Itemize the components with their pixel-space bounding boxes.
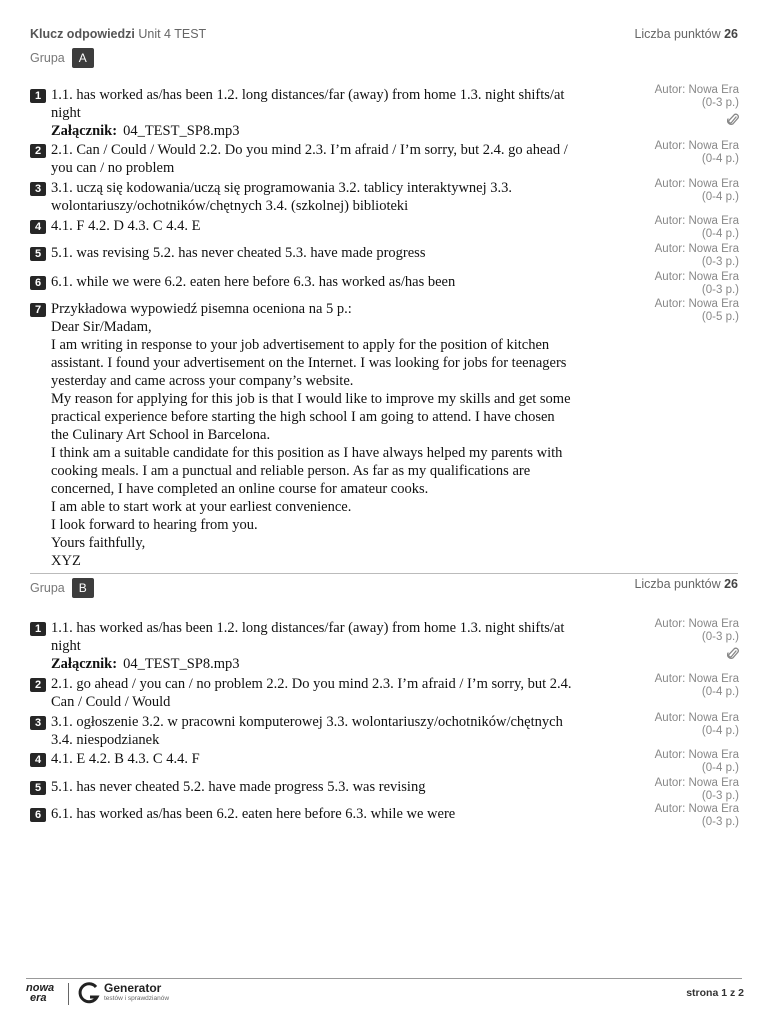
question-number-badge: 3 [30, 716, 46, 730]
author-label: Autor: Nowa Era [654, 673, 739, 685]
score-range: (0-4 p.) [701, 724, 739, 737]
page-number: strona 1 z 2 [686, 987, 744, 999]
answer-line: I look forward to hearing from you. [51, 517, 258, 533]
question-number-badge: 2 [30, 144, 46, 158]
group-separator [30, 573, 738, 574]
answer-text [51, 713, 563, 749]
paperclip-icon[interactable] [655, 646, 739, 661]
question-b-6 [30, 805, 640, 823]
answer-line: XYZ [51, 553, 81, 569]
answer-text [51, 179, 512, 215]
answer-line: 4.1. E 4.2. B 4.3. C 4.4. F [51, 751, 200, 767]
question-b-2 [30, 675, 640, 711]
document-title: Klucz odpowiedzi Unit 4 TEST [30, 27, 207, 41]
attachment-file-link[interactable]: 04_TEST_SP8.mp3 [123, 123, 240, 139]
group-b-label: Grupa B [30, 578, 94, 598]
answer-line: 1.1. has worked as/has been 1.2. long distances/far (away) from home 1.3. night shifts/at [51, 620, 565, 636]
score-range: (0-3 p.) [701, 255, 739, 268]
answer-line: 3.4. niespodzianek [51, 732, 160, 748]
author-label: Autor: Nowa Era [654, 140, 739, 152]
answer-text [51, 619, 564, 673]
question-b-4 [30, 750, 640, 768]
question-b-3 [30, 713, 640, 749]
answer-text [51, 217, 200, 235]
total-points: Liczba punktów 26 [634, 27, 738, 41]
generator-logo: Generator testów i sprawdzianów [104, 981, 170, 1002]
question-meta [655, 215, 739, 240]
author-label: Autor: Nowa Era [654, 271, 739, 283]
answer-line: 5.1. was revising 5.2. has never cheated 5.3. have made progress [51, 245, 426, 261]
answer-text [51, 244, 425, 262]
author-label: Autor: Nowa Era [654, 777, 739, 789]
answer-line: the Culinary Art School in Barcelona. [51, 427, 271, 443]
question-a-7 [30, 300, 640, 570]
question-number-badge: 4 [30, 220, 46, 234]
score-range: (0-3 p.) [701, 96, 739, 109]
generator-g-icon [78, 981, 100, 1010]
answer-line: Dear Sir/Madam, [51, 319, 152, 335]
question-number-badge: 2 [30, 678, 46, 692]
answer-line: 2.1. go ahead / you can / no problem 2.2. Do you mind 2.3. I’m afraid / I’m sorry, but 2.4. [51, 676, 572, 692]
answer-line: I am able to start work at your earliest convenience. [51, 499, 352, 515]
author-label: Autor: Nowa Era [654, 298, 739, 310]
question-meta [655, 271, 739, 296]
question-meta [655, 803, 739, 828]
answer-text [51, 86, 564, 140]
author-label: Autor: Nowa Era [654, 178, 739, 190]
answer-line: 2.1. Can / Could / Would 2.2. Do you mind 2.3. I’m afraid / I’m sorry, but 2.4. go ahead / [51, 142, 568, 158]
question-number-badge: 1 [30, 622, 46, 636]
answer-text [51, 805, 455, 823]
answer-line: My reason for applying for this job is that I would like to improve my skills and get some [51, 391, 571, 407]
group-a-label: Grupa A [30, 48, 94, 68]
answer-line: wolontariuszy/ochotników/chętnych 3.4. (szkolnej) biblioteki [51, 198, 409, 214]
answer-line: I think am a suitable candidate for this position as I have always helped my parents with [51, 445, 563, 461]
question-meta [655, 777, 739, 802]
author-label: Autor: Nowa Era [654, 618, 739, 630]
answer-line: Yours faithfully, [51, 535, 146, 551]
answer-text [51, 675, 572, 711]
attachment-row [51, 655, 564, 673]
attachment-label: Załącznik: [51, 656, 118, 672]
question-a-1 [30, 86, 640, 140]
answer-line: night [51, 105, 81, 121]
score-range: (0-4 p.) [701, 761, 739, 774]
answer-line: 6.1. while we were 6.2. eaten here before 6.3. has worked as/has been [51, 274, 456, 290]
answer-line: Przykładowa wypowiedź pisemna oceniona na 5 p.: [51, 301, 352, 317]
question-number-badge: 3 [30, 182, 46, 196]
answer-line: 5.1. has never cheated 5.2. have made progress 5.3. was revising [51, 779, 426, 795]
question-meta [655, 178, 739, 203]
attachment-row [51, 122, 564, 140]
answer-line: 6.1. has worked as/has been 6.2. eaten here before 6.3. while we were [51, 806, 456, 822]
answer-text [51, 750, 200, 768]
answer-line: Can / Could / Would [51, 694, 171, 710]
question-number-badge: 7 [30, 303, 46, 317]
answer-text [51, 273, 455, 291]
question-number-badge: 5 [30, 247, 46, 261]
answer-text [51, 778, 425, 796]
group-b-badge: B [72, 578, 94, 598]
question-meta [655, 712, 739, 737]
question-meta [655, 140, 739, 165]
question-a-2 [30, 141, 640, 177]
answer-line: 1.1. has worked as/has been 1.2. long distances/far (away) from home 1.3. night shifts/at [51, 87, 565, 103]
score-range: (0-3 p.) [701, 789, 739, 802]
score-range: (0-4 p.) [701, 227, 739, 240]
question-number-badge: 1 [30, 89, 46, 103]
footer-divider [26, 978, 742, 979]
question-meta [655, 84, 739, 127]
answer-line: I am writing in response to your job advertisement to apply for the position of kitchen [51, 337, 550, 353]
score-range: (0-5 p.) [701, 310, 739, 323]
attachment-label: Załącznik: [51, 123, 118, 139]
score-range: (0-4 p.) [701, 152, 739, 165]
answer-text [51, 141, 568, 177]
answer-line: night [51, 638, 81, 654]
author-label: Autor: Nowa Era [654, 215, 739, 227]
question-number-badge: 5 [30, 781, 46, 795]
question-b-1 [30, 619, 640, 673]
nowa-era-logo: nowa era [26, 982, 55, 1004]
question-meta [655, 749, 739, 774]
score-range: (0-4 p.) [701, 685, 739, 698]
answer-line: yesterday and came across your company’s website. [51, 373, 354, 389]
answer-line: concerned, I have completed an online course for amateur cooks. [51, 481, 429, 497]
question-a-5 [30, 244, 640, 262]
question-number-badge: 6 [30, 276, 46, 290]
question-number-badge: 6 [30, 808, 46, 822]
answer-line: practical experience before starting the high school I am going to attend. I have chosen [51, 409, 555, 425]
question-meta [655, 618, 739, 661]
author-label: Autor: Nowa Era [654, 749, 739, 761]
question-a-4 [30, 217, 640, 235]
question-b-5 [30, 778, 640, 796]
answer-line: 3.1. ogłoszenie 3.2. w pracowni komputerowej 3.3. wolontariuszy/ochotników/chętnych [51, 714, 563, 730]
group-a-badge: A [72, 48, 94, 68]
score-range: (0-3 p.) [701, 283, 739, 296]
attachment-file-link[interactable]: 04_TEST_SP8.mp3 [123, 656, 240, 672]
question-meta [655, 673, 739, 698]
answer-line: you can / no problem [51, 160, 175, 176]
question-a-6 [30, 273, 640, 291]
answer-line: 3.1. uczą się kodowania/uczą się programowania 3.2. tablicy interaktywnej 3.3. [51, 180, 513, 196]
answer-line: cooking meals. I am a punctual and reliable person. As far as my qualifications are [51, 463, 531, 479]
question-a-3 [30, 179, 640, 215]
logo-divider [68, 983, 69, 1005]
author-label: Autor: Nowa Era [654, 84, 739, 96]
score-range: (0-3 p.) [701, 630, 739, 643]
answer-line: assistant. I found your advertisement on the Internet. I was looking for jobs for teenagers [51, 355, 567, 371]
answer-line: 4.1. F 4.2. D 4.3. C 4.4. E [51, 218, 201, 234]
paperclip-icon[interactable] [655, 112, 739, 127]
answer-text [51, 300, 571, 570]
author-label: Autor: Nowa Era [654, 803, 739, 815]
question-meta [655, 298, 739, 323]
author-label: Autor: Nowa Era [654, 712, 739, 724]
question-number-badge: 4 [30, 753, 46, 767]
score-range: (0-3 p.) [701, 815, 739, 828]
score-range: (0-4 p.) [701, 190, 739, 203]
group-b-points: Liczba punktów 26 [634, 577, 738, 591]
author-label: Autor: Nowa Era [654, 243, 739, 255]
question-meta [655, 243, 739, 268]
